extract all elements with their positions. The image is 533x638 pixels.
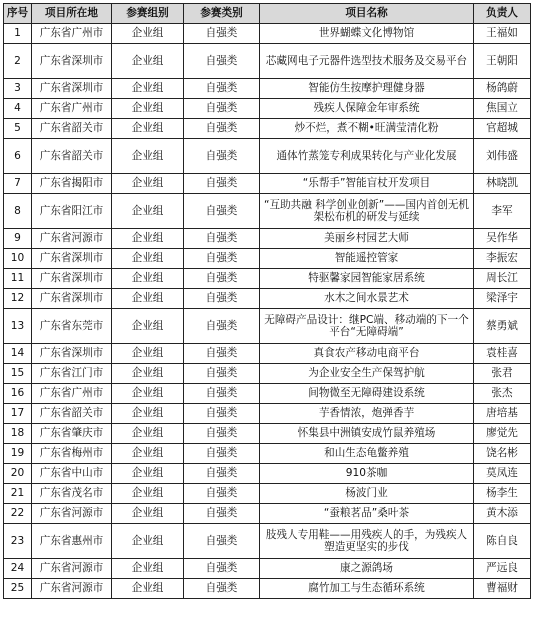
group-cell: 企业组 [112,79,184,99]
project-name-cell: “互助共融 科学创业创新”——国内首创无机架松布机的研发与延续 [260,194,474,229]
category-cell: 自强类 [184,24,260,44]
table-row [4,24,531,44]
table-row [4,579,531,599]
table-row [4,79,531,99]
category-cell: 自强类 [184,139,260,174]
leader-cell: 张杰 [474,384,531,404]
table-row [4,344,531,364]
header-category: 参赛类别 [184,4,260,24]
location-cell: 广东省广州市 [32,384,112,404]
category-cell: 自强类 [184,504,260,524]
category-cell: 自强类 [184,364,260,384]
category-cell: 自强类 [184,384,260,404]
category-cell: 自强类 [184,44,260,79]
location-cell: 广东省揭阳市 [32,174,112,194]
table-row [4,504,531,524]
group-cell: 企业组 [112,559,184,579]
project-table [3,3,531,599]
location-cell: 广东省韶关市 [32,119,112,139]
group-cell: 企业组 [112,269,184,289]
group-cell: 企业组 [112,139,184,174]
location-cell: 广东省深圳市 [32,289,112,309]
row-number-cell: 3 [4,79,32,99]
location-cell: 广东省阳江市 [32,194,112,229]
group-cell: 企业组 [112,194,184,229]
leader-cell: 杨李生 [474,484,531,504]
project-name-cell: 为企业安全生产保驾护航 [260,364,474,384]
group-cell: 企业组 [112,249,184,269]
location-cell: 广东省深圳市 [32,344,112,364]
row-number-cell: 17 [4,404,32,424]
row-number-cell: 11 [4,269,32,289]
project-name-cell: 910茶咖 [260,464,474,484]
project-name-cell: 康之源鸽场 [260,559,474,579]
project-name-cell: 腐竹加工与生态循环系统 [260,579,474,599]
table-row [4,404,531,424]
location-cell: 广东省深圳市 [32,269,112,289]
location-cell: 广东省河源市 [32,504,112,524]
location-cell: 广东省广州市 [32,24,112,44]
leader-cell: 张君 [474,364,531,384]
group-cell: 企业组 [112,464,184,484]
table-row [4,559,531,579]
table-row [4,484,531,504]
row-number-cell: 4 [4,99,32,119]
project-name-cell: 世界蝴蝶文化博物馆 [260,24,474,44]
row-number-cell: 19 [4,444,32,464]
group-cell: 企业组 [112,119,184,139]
table-row [4,424,531,444]
table-row [4,364,531,384]
row-number-cell: 13 [4,309,32,344]
table-row [4,174,531,194]
project-name-cell: 无障碍产品设计：继PC端、移动端的下一个平台“无障碍端” [260,309,474,344]
row-number-cell: 20 [4,464,32,484]
group-cell: 企业组 [112,484,184,504]
category-cell: 自强类 [184,249,260,269]
location-cell: 广东省河源市 [32,579,112,599]
location-cell: 广东省惠州市 [32,524,112,559]
leader-cell: 唐培基 [474,404,531,424]
header-group: 参赛组别 [112,4,184,24]
group-cell: 企业组 [112,229,184,249]
table-row [4,229,531,249]
group-cell: 企业组 [112,424,184,444]
row-number-cell: 1 [4,24,32,44]
table-row [4,289,531,309]
row-number-cell: 22 [4,504,32,524]
location-cell: 广东省广州市 [32,99,112,119]
row-number-cell: 25 [4,579,32,599]
leader-cell: 王福如 [474,24,531,44]
row-number-cell: 6 [4,139,32,174]
group-cell: 企业组 [112,524,184,559]
group-cell: 企业组 [112,289,184,309]
table-row [4,269,531,289]
row-number-cell: 16 [4,384,32,404]
group-cell: 企业组 [112,384,184,404]
category-cell: 自强类 [184,229,260,249]
project-name-cell: 特驱馨家园智能家居系统 [260,269,474,289]
location-cell: 广东省河源市 [32,559,112,579]
leader-cell: 焦国立 [474,99,531,119]
location-cell: 广东省深圳市 [32,44,112,79]
category-cell: 自强类 [184,424,260,444]
project-name-cell: 智能仿生按摩护理健身器 [260,79,474,99]
header-row [4,4,531,24]
leader-cell: 李振宏 [474,249,531,269]
location-cell: 广东省梅州市 [32,444,112,464]
category-cell: 自强类 [184,119,260,139]
leader-cell: 林晓凯 [474,174,531,194]
row-number-cell: 12 [4,289,32,309]
row-number-cell: 15 [4,364,32,384]
group-cell: 企业组 [112,174,184,194]
project-name-cell: 和山生态龟鳖养殖 [260,444,474,464]
category-cell: 自强类 [184,194,260,229]
leader-cell: 莫凤连 [474,464,531,484]
group-cell: 企业组 [112,444,184,464]
project-name-cell: “乐帮手”智能盲杖开发项目 [260,174,474,194]
category-cell: 自强类 [184,464,260,484]
table-row [4,444,531,464]
group-cell: 企业组 [112,344,184,364]
category-cell: 自强类 [184,559,260,579]
group-cell: 企业组 [112,99,184,119]
leader-cell: 陈自良 [474,524,531,559]
leader-cell: 周长江 [474,269,531,289]
row-number-cell: 7 [4,174,32,194]
group-cell: 企业组 [112,579,184,599]
group-cell: 企业组 [112,309,184,344]
table-row [4,384,531,404]
location-cell: 广东省中山市 [32,464,112,484]
row-number-cell: 21 [4,484,32,504]
category-cell: 自强类 [184,344,260,364]
project-name-cell: 炒不烂，煮不糊•旺满莹清化粉 [260,119,474,139]
leader-cell: 刘伟盛 [474,139,531,174]
group-cell: 企业组 [112,24,184,44]
location-cell: 广东省河源市 [32,229,112,249]
location-cell: 广东省深圳市 [32,79,112,99]
project-name-cell: 美丽乡村园艺大师 [260,229,474,249]
leader-cell: 严远良 [474,559,531,579]
location-cell: 广东省韶关市 [32,139,112,174]
header-project-name: 项目名称 [260,4,474,24]
project-name-cell: 肢残人专用鞋——用残疾人的手，为残疾人塑造更坚实的步伐 [260,524,474,559]
location-cell: 广东省东莞市 [32,309,112,344]
category-cell: 自强类 [184,579,260,599]
header-location: 项目所在地 [32,4,112,24]
category-cell: 自强类 [184,309,260,344]
project-name-cell: 间物微至无障碍建设系统 [260,384,474,404]
row-number-cell: 9 [4,229,32,249]
row-number-cell: 2 [4,44,32,79]
table-row [4,464,531,484]
leader-cell: 廖觉先 [474,424,531,444]
leader-cell: 杨鸽蔚 [474,79,531,99]
group-cell: 企业组 [112,404,184,424]
row-number-cell: 24 [4,559,32,579]
category-cell: 自强类 [184,269,260,289]
group-cell: 企业组 [112,364,184,384]
row-number-cell: 18 [4,424,32,444]
category-cell: 自强类 [184,524,260,559]
project-name-cell: 通体竹蒸笼专利成果转化与产业化发展 [260,139,474,174]
header-leader: 负责人 [474,4,531,24]
project-name-cell: 真食农产移动电商平台 [260,344,474,364]
project-name-cell: “蚕粮茗品”桑叶茶 [260,504,474,524]
project-name-cell: 残疾人保障金年审系统 [260,99,474,119]
location-cell: 广东省茂名市 [32,484,112,504]
leader-cell: 王朝阳 [474,44,531,79]
table-row [4,119,531,139]
category-cell: 自强类 [184,79,260,99]
location-cell: 广东省肇庆市 [32,424,112,444]
table-row [4,524,531,559]
category-cell: 自强类 [184,99,260,119]
row-number-cell: 14 [4,344,32,364]
table-row [4,194,531,229]
table-row [4,309,531,344]
location-cell: 广东省深圳市 [32,249,112,269]
leader-cell: 梁泽宇 [474,289,531,309]
leader-cell: 曹福财 [474,579,531,599]
project-name-cell: 怀集县中洲镇安成竹鼠养殖场 [260,424,474,444]
row-number-cell: 23 [4,524,32,559]
location-cell: 广东省江门市 [32,364,112,384]
location-cell: 广东省韶关市 [32,404,112,424]
project-name-cell: 芯藏网电子元器件选型技术服务及交易平台 [260,44,474,79]
row-number-cell: 8 [4,194,32,229]
table-row [4,249,531,269]
category-cell: 自强类 [184,444,260,464]
row-number-cell: 5 [4,119,32,139]
category-cell: 自强类 [184,289,260,309]
leader-cell: 黄木添 [474,504,531,524]
table-row [4,99,531,119]
row-number-cell: 10 [4,249,32,269]
category-cell: 自强类 [184,174,260,194]
table-row [4,139,531,174]
category-cell: 自强类 [184,404,260,424]
project-name-cell: 芋香情浓，炮弹香芋 [260,404,474,424]
leader-cell: 吴作华 [474,229,531,249]
project-name-cell: 水木之间水景艺术 [260,289,474,309]
leader-cell: 饶名彬 [474,444,531,464]
leader-cell: 蔡勇斌 [474,309,531,344]
leader-cell: 李军 [474,194,531,229]
project-name-cell: 杨波门业 [260,484,474,504]
leader-cell: 官超城 [474,119,531,139]
group-cell: 企业组 [112,44,184,79]
table-row [4,44,531,79]
document-sheet [3,3,530,599]
table-body [4,24,531,599]
category-cell: 自强类 [184,484,260,504]
leader-cell: 袁桂喜 [474,344,531,364]
header-no: 序号 [4,4,32,24]
project-name-cell: 智能遥控管家 [260,249,474,269]
group-cell: 企业组 [112,504,184,524]
